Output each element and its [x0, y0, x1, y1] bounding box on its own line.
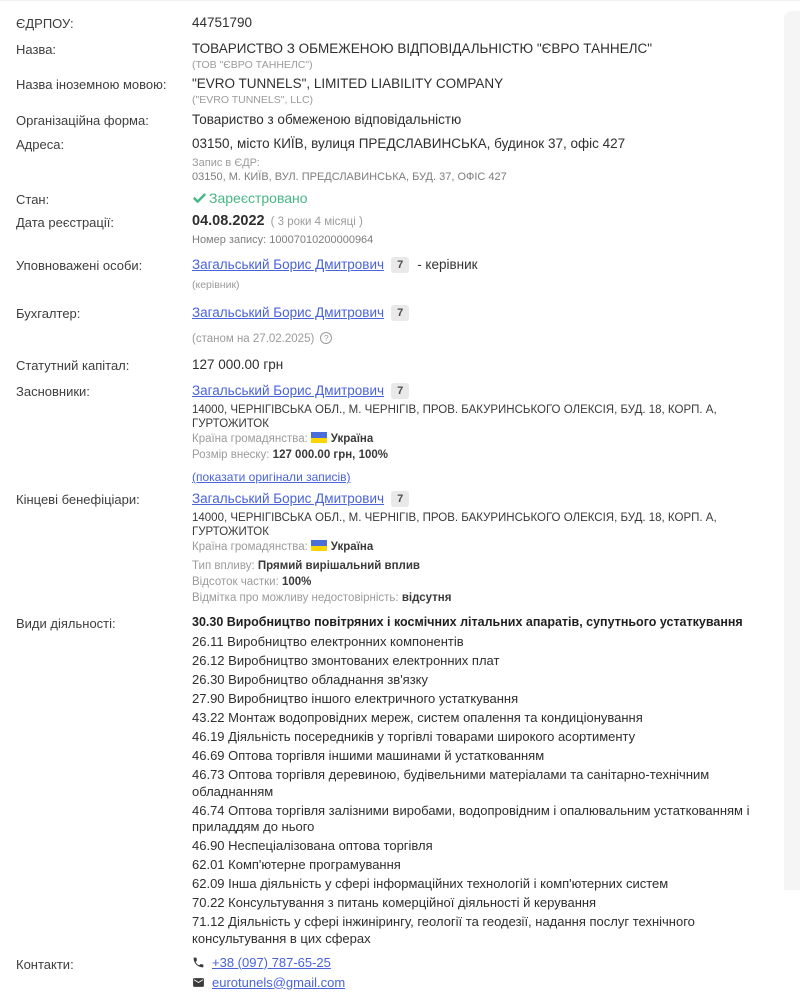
activity-item: 26.12 Виробництво змонтованих електронних плат: [192, 653, 500, 668]
row-address: [16, 135, 780, 184]
beneficiary-address: 14000, ЧЕРНІГІВСЬКА ОБЛ., М. ЧЕРНІГІВ, ПРОВ. БАКУРИНСЬКОГО ОЛЕКСІЯ, БУД. 18, КОРП. А, ГУРТОЖИТОК: [192, 512, 717, 538]
row-activities: [16, 614, 780, 950]
share-percent-label: Відсоток частки:: [192, 576, 279, 588]
influence-type: Прямий вирішальний вплив: [257, 560, 420, 572]
founder-person-link[interactable]: Загальський Борис Дмитрович: [192, 383, 385, 398]
show-original-records-link[interactable]: (показати оригінали записів): [192, 470, 351, 484]
primary-activity: 30.30 Виробництво повітряних і космічних літальних апаратів, супутнього устаткування: [192, 615, 743, 629]
row-org-form: [16, 111, 780, 128]
address-label: Адреса:: [16, 137, 65, 152]
activity-item: 26.30 Виробництво обладнання зв'язку: [192, 672, 429, 687]
activity-item: 46.73 Оптова торгівля деревиною, будівельними матеріалами та санітарно-технічним обладнанням: [192, 767, 710, 799]
row-capital: [16, 356, 780, 373]
ukraine-flag-icon: [311, 540, 327, 551]
activity-item: 46.90 Неспеціалізована оптова торгівля: [192, 838, 433, 853]
row-name-foreign: [16, 75, 780, 107]
activity-item: 46.19 Діяльність посередників у торгівлі товарами широкого асортименту: [192, 729, 636, 744]
officer-role-sub: (керівник): [192, 279, 240, 291]
org-form-value: Товариство з обмеженою відповідальністю: [192, 112, 462, 127]
contacts-label: Контакти:: [16, 956, 74, 972]
address-note-value: 03150, М. КИЇВ, ВУЛ. ПРЕДСЛАВИНСЬКА, БУД. 37, ОФІС 427: [192, 171, 507, 183]
row-founders: [16, 382, 780, 484]
activity-item: 46.69 Оптова торгівля іншими машинами й устаткованням: [192, 748, 545, 763]
accountant-label: Бухгалтер:: [16, 306, 81, 321]
unreliability-mark: відсутня: [401, 592, 452, 604]
beneficiaries-label: Кінцеві бенефіціари:: [16, 492, 140, 507]
row-status: [16, 190, 780, 207]
info-icon[interactable]: ?: [320, 332, 332, 344]
phone-icon: [192, 956, 205, 969]
activity-item: 46.74 Оптова торгівля залізними виробами, водопровідним і опалювальним устаткованням і приладдям до нього: [192, 802, 750, 834]
beneficiary-person-link[interactable]: Загальський Борис Дмитрович: [192, 491, 385, 506]
check-icon: [192, 191, 207, 206]
email-link[interactable]: eurotunels@gmail.com: [212, 974, 346, 990]
ukraine-flag-icon: [311, 432, 327, 443]
founders-label: Засновники:: [16, 384, 90, 399]
email-icon: [192, 976, 205, 989]
activity-item: 26.11 Виробництво електронних компонентів: [192, 634, 464, 649]
beneficiary-citizenship: Україна: [330, 541, 374, 553]
regdate-label: Дата реєстрації:: [16, 215, 114, 230]
founder-contribution: 127 000.00 грн, 100%: [272, 449, 388, 461]
activities-label: Види діяльності:: [16, 616, 116, 631]
share-percent: 100%: [281, 576, 312, 588]
phone-link[interactable]: +38 (097) 787-65-25: [212, 954, 331, 970]
registration-date: 04.08.2022: [192, 213, 265, 229]
beneficiary-citizenship-label: Країна громадянства:: [192, 541, 308, 553]
row-officers: [16, 256, 780, 292]
address-value: 03150, місто КИЇВ, вулиця ПРЕДСЛАВИНСЬКА, будинок 37, офіс 427: [192, 136, 626, 151]
row-registration-date: [16, 213, 780, 247]
company-name-foreign-short: ("EVRO TUNNELS", LLC): [192, 94, 314, 106]
officer-count-badge[interactable]: 7: [391, 257, 409, 273]
founder-citizenship-label: Країна громадянства:: [192, 433, 308, 445]
status-badge: [192, 190, 762, 206]
row-name: [16, 40, 780, 72]
officer-role: - керівник: [417, 257, 478, 272]
influence-type-label: Тип впливу:: [192, 560, 255, 572]
status-label: Стан:: [16, 192, 50, 207]
company-name: ТОВАРИСТВО З ОБМЕЖЕНОЮ ВІДПОВІДАЛЬНІСТЮ "ЄВРО ТАННЕЛС": [192, 41, 653, 56]
edrpou-value: 44751790: [192, 15, 253, 30]
company-name-short: (ТОВ "ЄВРО ТАННЕЛС"): [192, 59, 313, 71]
name-label: Назва:: [16, 42, 57, 57]
officer-person-link[interactable]: Загальський Борис Дмитрович: [192, 257, 385, 272]
founder-citizenship: Україна: [330, 433, 374, 445]
row-edrpou: [16, 14, 780, 31]
accountant-as-of: (станом на 27.02.2025): [192, 333, 315, 345]
founder-address: 14000, ЧЕРНІГІВСЬКА ОБЛ., М. ЧЕРНІГІВ, ПРОВ. БАКУРИНСЬКОГО ОЛЕКСІЯ, БУД. 18, КОРП. А, ГУРТОЖИТОК: [192, 404, 717, 430]
registration-age: ( 3 роки 4 місяці ): [270, 216, 363, 228]
accountant-count-badge[interactable]: 7: [391, 305, 409, 321]
beneficiary-count-badge[interactable]: 7: [391, 491, 409, 507]
status-text: Зареєстровано: [209, 190, 308, 206]
activity-item: 43.22 Монтаж водопровідних мереж, систем опалення та кондиціонування: [192, 710, 643, 725]
activity-item: 27.90 Виробництво іншого електричного устаткування: [192, 691, 519, 706]
address-note-label: Запис в ЄДР:: [192, 157, 260, 169]
activity-item: 71.12 Діяльність у сфері інжинірингу, геології та геодезії, надання послуг технічного консультування в цих сферах: [192, 914, 695, 946]
officers-label: Уповноважені особи:: [16, 258, 143, 273]
name-foreign-label: Назва іноземною мовою:: [16, 77, 167, 92]
row-beneficiaries: [16, 490, 780, 606]
unreliability-mark-label: Відмітка про можливу недостовірність:: [192, 592, 399, 604]
company-name-foreign: "EVRO TUNNELS", LIMITED LIABILITY COMPANY: [192, 76, 504, 91]
edrpou-label: ЄДРПОУ:: [16, 16, 74, 31]
capital-label: Статутний капітал:: [16, 358, 130, 373]
scrollbar-track[interactable]: [784, 11, 800, 890]
record-number: Номер запису: 10007010200000964: [192, 234, 374, 246]
row-contacts: [16, 955, 780, 995]
founder-contribution-label: Розмір внеску:: [192, 449, 270, 461]
activity-item: 62.09 Інша діяльність у сфері інформаційних технологій і комп'ютерних систем: [192, 876, 669, 891]
accountant-person-link[interactable]: Загальський Борис Дмитрович: [192, 305, 385, 320]
row-accountant: [16, 304, 780, 347]
activity-item: 70.22 Консультування з питань комерційної діяльності й керування: [192, 895, 597, 910]
capital-value: 127 000.00 грн: [192, 357, 284, 372]
activity-item: 62.01 Комп'ютерне програмування: [192, 857, 401, 872]
founder-count-badge[interactable]: 7: [391, 383, 409, 399]
org-form-label: Організаційна форма:: [16, 113, 149, 128]
